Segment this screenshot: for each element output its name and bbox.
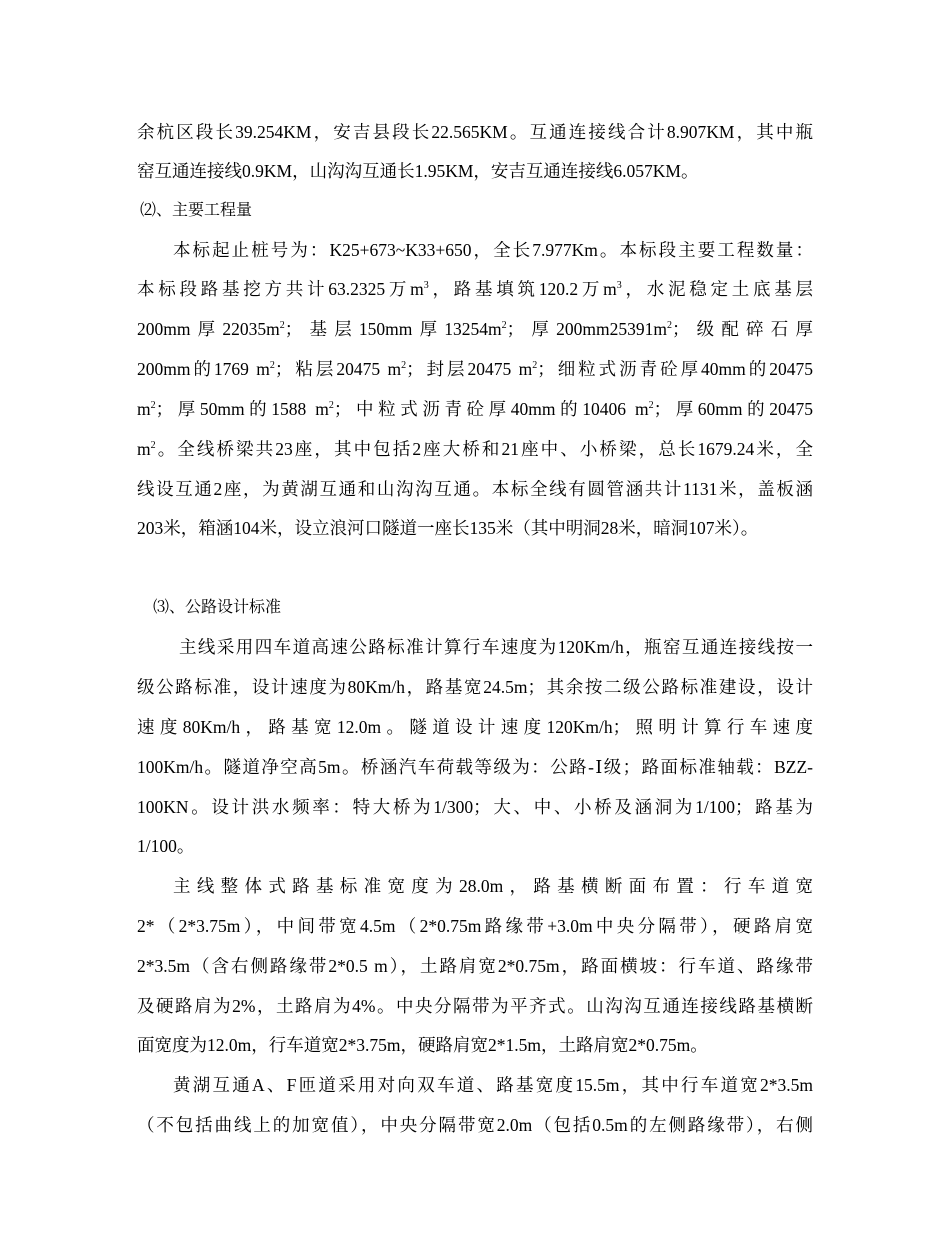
paragraph-3-line-5: 100KN。设计洪水频率：特大桥为1/300；大、中、小桥及涵洞为1/100；路基为 [137,797,813,817]
paragraph-2-line-3: 200mm厚$22035m^2$；基层150mm厚$13254m^2$；厚$200mm25391m^2$；级配碎石厚 [137,319,813,339]
paragraph-1-line-1: 余杭区段长39.254KM，安吉县段长22.565KM。互通连接线合计8.907KM，其中瓶 [137,122,813,142]
paragraph-2-line-7: 线设互通2座，为黄湖互通和山沟沟互通。本标全线有圆管涵共计1131米，盖板涵 [137,479,813,499]
section-heading-2: ⑵、主要工程量 [140,202,253,219]
paragraph-4-line-5: 面宽度为12.0m，行车道宽2*3.75m，硬路肩宽2*1.5m，土路肩宽2*0.75m。 [137,1035,708,1055]
paragraph-4-line-4: 及硬路肩为2%，土路肩为4%。中央分隔带为平齐式。山沟沟互通连接线路基横断 [137,996,813,1016]
paragraph-5-line-2: （不包括曲线上的加宽值），中央分隔带宽2.0m（包括0.5m的左侧路缘带），右侧 [137,1115,813,1135]
paragraph-3-line-4: 100Km/h。隧道净空高5m。桥涵汽车荷载等级为：公路-Ⅰ级；路面标准轴载：BZZ- [137,757,813,777]
paragraph-2-line-4: 200mm的1769 $m^2$；粘层20475 $m^2$；封层20475 $m^2$；细粒式沥青砼厚40mm的20475 [137,359,813,379]
paragraph-3-line-3: 速度80Km/h，路基宽12.0m。隧道设计速度120Km/h；照明计算行车速度 [137,717,813,737]
section-heading-3: ⑶、公路设计标准 [153,599,282,616]
paragraph-2-line-2: 本标段路基挖方共计63.2325万$m^3$，路基填筑120.2万$m^3$，水泥稳定土底基层 [137,279,813,299]
paragraph-2-line-1: 本标起止桩号为：K25+673~K33+650，全长7.977Km。本标段主要工程数量： [173,240,813,260]
paragraph-2-line-8: 203米，箱涵104米，设立浪河口隧道一座长135米（其中明洞28米，暗洞107米）。 [137,518,759,538]
paragraph-4-line-1: 主线整体式路基标准宽度为28.0m，路基横断面布置：行车道宽 [173,876,813,896]
paragraph-2-line-5: $m^2$；厚50mm的1588 $m^2$；中粒式沥青砼厚40mm的10406 $m^2$；厚60mm的20475 [137,399,813,419]
paragraph-5-line-1: 黄湖互通A、F匝道采用对向双车道、路基宽度15.5m，其中行车道宽2*3.5m [173,1075,813,1095]
paragraph-4-line-3: 2*3.5m（含右侧路缘带2*0.5 m），土路肩宽2*0.75m，路面横坡：行车道、路缘带 [137,956,813,976]
paragraph-2-line-6: $m^2$。全线桥梁共23座，其中包括2座大桥和21座中、小桥梁，总长1679.24米，全 [137,439,813,459]
paragraph-3-line-2: 级公路标准，设计速度为80Km/h，路基宽24.5m；其余按二级公路标准建设，设计 [137,677,813,697]
paragraph-3-line-1: 主线采用四车道高速公路标准计算行车速度为120Km/h，瓶窑互通连接线按一 [179,637,813,657]
paragraph-3-line-6: 1/100。 [137,836,195,856]
paragraph-4-line-2: 2*（2*3.75m），中间带宽4.5m（2*0.75m路缘带+3.0m中央分隔带），硬路肩宽 [137,916,813,936]
paragraph-1-line-2: 窑互通连接线0.9KM，山沟沟互通长1.95KM，安吉互通连接线6.057KM。 [137,161,699,181]
